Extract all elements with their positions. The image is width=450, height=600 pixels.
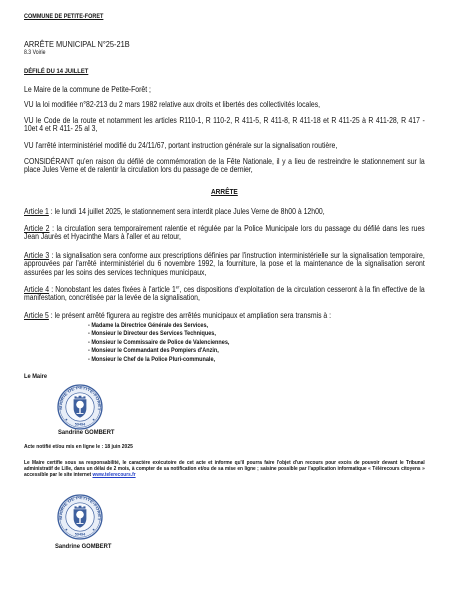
- notification-date: Acte notifié et/ou mis en ligne le : 18 juin 2025: [24, 444, 133, 450]
- seal-star-left-icon: [66, 529, 68, 531]
- recipient-list: [88, 322, 423, 365]
- article-label: Article 3: [24, 250, 50, 260]
- article-label: Article 2: [24, 223, 50, 233]
- preamble-considerant: CONSIDÉRANT qu'en raison du défilé de commémoration de la Fête Nationale, il y a lieu de restreindre le stationnement sur la place Jules Verne et de ralentir la circulation lors du passage de ce dernier,: [24, 156, 425, 175]
- recipient-item: - Monsieur le Commandant des Pompiers d'Anzin,: [87, 347, 219, 355]
- article-label: Article 5: [24, 310, 49, 320]
- commune-name: COMMUNE DE PETITE-FORET: [24, 13, 104, 20]
- seal-postcode: 59494: [74, 532, 86, 537]
- ordinal-superscript: er: [175, 284, 180, 290]
- recipient-item: - Monsieur le Directeur des Services Techniques,: [87, 330, 216, 338]
- seal-star-left-icon: [66, 419, 68, 421]
- article-text: : Nonobstant les dates fixées à l'article 1: [51, 284, 176, 294]
- article-text-continued: , ces dispositions d'exploitation de la circulation cesseront à la fin effective de la manifestation, concrétisée par la levée de la signalisation,: [24, 284, 425, 303]
- signatory-role: Le Maire: [24, 373, 48, 380]
- article-5: [24, 312, 425, 321]
- recipient-item: - Monsieur le Commissaire de Police de Valenciennes,: [87, 338, 230, 346]
- seal-star-right-icon: [93, 419, 95, 421]
- article-text: : la signalisation sera conforme aux prescriptions définies par l'instruction interministérielle sur la signalisation temporaire, approuvées par l'arrêté interministériel du 6 novembre 1992, la fourniture, la pose et la maintenance de la signalisation seront assurées par les soins des services techniques municipaux,: [24, 250, 425, 278]
- legal-appeal-notice: [24, 460, 425, 479]
- seal-ground-line: [77, 523, 84, 524]
- seal-tree-trunk: [79, 408, 80, 414]
- preamble-vu-interministerial-order: VU l'arrêté interministériel modifié du 24/11/67, portant instruction générale sur la signalisation routière,: [24, 140, 338, 150]
- mayor-seal-repeat: [57, 494, 103, 540]
- decree-category: 8.3 Voirie: [24, 50, 46, 56]
- seal-ground-line: [77, 413, 84, 414]
- preamble-vu-road-code: VU le Code de la route et notamment les articles R110-1, R 110-2, R 411-5, R 411-8, R 411-18 et R 411-25 à R 411-28, R 417 - 10et 4 et R 411- 25 al 3,: [24, 115, 425, 134]
- article-text: : le lundi 14 juillet 2025, le stationnement sera interdit place Jules Verne de 8h00 à 12h00,: [50, 206, 325, 216]
- article-text: : la circulation sera temporairement ralentie et régulée par la Police Municipale lors du passage du défilé dans les rues Jean Jaurès et Hyacinthe Mars à l'aller et au retour,: [24, 223, 425, 242]
- preamble-intro: Le Maire de la commune de Petite-Forêt ;: [24, 84, 151, 94]
- decree-title: ARRÊTE MUNICIPAL N°25-21B: [24, 39, 130, 49]
- article-4: [24, 286, 425, 304]
- seal-tree-icon: [76, 401, 84, 409]
- preamble-vu-law: VU la loi modifiée n°82-213 du 2 mars 1982 relative aux droits et libertés des collectivités locales,: [24, 99, 321, 109]
- signatory-name: Sandrine GOMBERT: [57, 429, 115, 436]
- article-label: Article 1: [24, 206, 49, 216]
- recipient-item: - Monsieur le Chef de la Police Pluri-communale,: [87, 355, 216, 363]
- seal-ring-text: MAIRIE DE PETITE-FORET: [57, 384, 103, 411]
- legal-notice-text: Le Maire certifie sous sa responsabilité, le caractère exécutoire de cet acte et informe qu'il pourra faire l'objet d'un recours pour excès de pouvoir devant le Tribunal administratif de Lille, dans un délai de 2 mois, à compter de sa notification et/ou de sa mise en ligne ; saisine possible par l'application informatique « Télérecours citoyens » accessible par le site internet: [24, 459, 425, 478]
- article-label: Article 4: [24, 284, 50, 294]
- seal-postcode: 59494: [74, 422, 86, 427]
- seal-ring-text: MAIRIE DE PETITE-FORET: [57, 494, 103, 521]
- article-3: [24, 252, 425, 278]
- seal-tree-trunk: [79, 518, 80, 524]
- decision-heading: ARRÊTE: [210, 186, 238, 196]
- recipient-item: - Madame la Directrice Générale des Services,: [87, 321, 209, 329]
- signatory-name-repeat: Sandrine GOMBERT: [54, 543, 112, 550]
- seal-star-right-icon: [93, 529, 95, 531]
- article-text: : le présent arrêté figurera au registre des arrêtés municipaux et ampliation sera transmis à :: [50, 310, 332, 320]
- seal-tree-icon: [76, 511, 84, 519]
- decree-subject: DÉFILÉ DU 14 JUILLET: [24, 68, 89, 75]
- mayor-seal: [57, 384, 103, 430]
- telerecours-link[interactable]: www.telerecours.fr: [92, 471, 136, 478]
- article-2: [24, 225, 425, 243]
- article-1: [24, 208, 425, 217]
